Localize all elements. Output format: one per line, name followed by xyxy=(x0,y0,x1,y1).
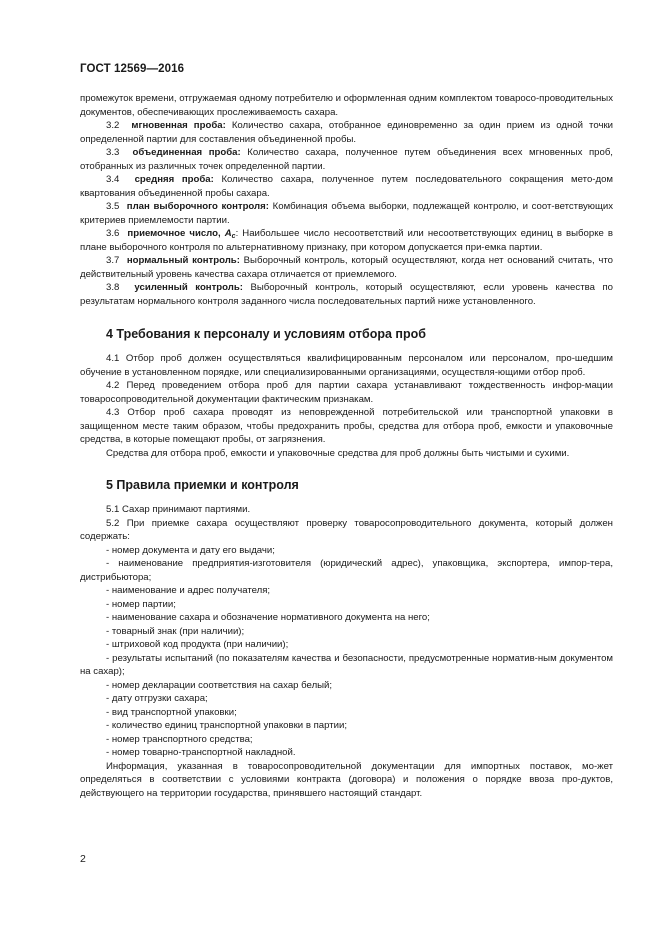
definition-3-3 xyxy=(80,146,613,173)
paragraph-4-2: 4.2 Перед проведением отбора проб для партии сахара устанавливают тождественность инфор-мации товаросопроводительной документации фактическим признакам. xyxy=(80,380,613,405)
paragraph-4-3: 4.3 Отбор проб сахара проводят из неповрежденной потребительской или транспортной упаковки в защищенном месте таким образом, чтобы предохранить пробы, средства для отбора проб, емкости и упаковочные средства, в которые помещают пробы, от загрязнения. xyxy=(80,407,613,445)
document-body xyxy=(80,92,613,800)
def-num: 3.2 xyxy=(106,120,120,131)
def-symbol-subscript: c xyxy=(231,233,236,240)
list-item: - номер транспортного средства; xyxy=(106,733,253,745)
definition-3-5 xyxy=(80,200,613,227)
def-num: 3.8 xyxy=(106,282,120,293)
list-item: - наименование предприятия-изготовителя (юридический адрес), упаковщика, экспортера, импор-тера, дистрибьютора; xyxy=(80,558,613,583)
closing-paragraph: Информация, указанная в товаросопроводительной документации для импортных поставок, мо-жет определяться в соответствии с условиями контракта (договора) и положения о порядке ввоза про-дуктов, действующего на территории государства, принявшего настоящий стандарт. xyxy=(80,760,613,799)
list-item: - товарный знак (при наличии); xyxy=(106,625,245,637)
def-num: 3.5 xyxy=(106,201,120,212)
def-term: объединенная проба: xyxy=(132,147,241,158)
list-item: - количество единиц транспортной упаковки в партии; xyxy=(106,720,348,731)
list-item: - номер декларации соответствия на сахар белый; xyxy=(106,679,333,691)
page-number: 2 xyxy=(80,853,86,865)
def-term: мгновенная проба: xyxy=(131,120,226,131)
paragraph-4-1: 4.1 Отбор проб должен осуществляться квалифицированным персоналом или персоналом, про-шедшим обучение в установленном порядке, или специализированными организациями, осуществля-ющими отбор проб. xyxy=(80,353,613,378)
definition-3-6 xyxy=(80,227,613,254)
paragraph-5-2: 5.2 При приемке сахара осуществляют проверку товаросопроводительного документа, который должен содержать: xyxy=(80,517,613,542)
def-text: Количество сахара, полученное путем объединения всех мгновенных проб, отобранных из различных точек определенной партии. xyxy=(80,147,613,172)
document-header: ГОСТ 12569—2016 xyxy=(80,63,185,75)
list-item: - дату отгрузки сахара; xyxy=(106,693,208,704)
definition-3-7 xyxy=(80,254,613,281)
def-text: : Наибольшее число несоответствий или несоответствующих единиц в выборке в плане выборочного контроля по альтернативному признаку, при котором допускается при-емка партии. xyxy=(80,228,613,253)
intro-paragraph: промежуток времени, отгружаемая одному потребителю и оформленная одним комплектом товаросо-проводительных документов, обеспечивающих прослеживаемость сахара. xyxy=(80,93,613,118)
def-term: приемочное число, xyxy=(127,228,221,239)
def-term: средняя проба: xyxy=(134,174,214,185)
def-term: нормальный контроль: xyxy=(126,255,240,266)
list-item: - штриховой код продукта (при наличии); xyxy=(106,639,289,650)
def-symbol xyxy=(225,228,236,239)
list-item: - номер партии; xyxy=(106,598,176,610)
section-5-title: 5 Правила приемки и контроля xyxy=(106,478,299,492)
list-item: - результаты испытаний (по показателям качества и безопасности, предусмотренные норматив-ным документом на сахар); xyxy=(80,652,613,677)
def-num: 3.3 xyxy=(106,147,120,158)
def-text: Выборочный контроль, который осуществляют, если уровень качества по результатам нормального контроля заданного числа последовательных партий ниже установленного. xyxy=(80,282,613,307)
def-num: 3.7 xyxy=(106,255,120,266)
def-num: 3.4 xyxy=(106,174,120,185)
list-item: - наименование сахара и обозначение нормативного документа на него; xyxy=(106,612,430,623)
def-term: план выборочного контроля: xyxy=(126,201,269,212)
list-item: - вид транспортной упаковки; xyxy=(106,706,237,718)
section-4-title: 4 Требования к персоналу и условиям отбора проб xyxy=(106,327,426,341)
paragraph-4-3-cont: Средства для отбора проб, емкости и упаковочные средства для проб должны быть чистыми и сухими. xyxy=(106,447,570,459)
def-text: Количество сахара, полученное путем последовательного сокращения мето-дом квартования объединенной пробы сахара. xyxy=(80,174,614,199)
def-num: 3.6 xyxy=(106,228,120,239)
def-text: Выборочный контроль, который осуществляют, когда нет оснований считать, что действительный уровень качества сахара отличается от приемлемого. xyxy=(80,255,614,280)
list-item: - наименование и адрес получателя; xyxy=(106,585,271,596)
definition-3-2 xyxy=(80,119,613,146)
def-symbol-letter: A xyxy=(224,228,232,239)
def-text: Количество сахара, отобранное единовременно за один прием из одной точки определенной партии для составления объединенной пробы. xyxy=(80,120,613,145)
def-term: усиленный контроль: xyxy=(134,282,243,293)
paragraph-5-1: 5.1 Сахар принимают партиями. xyxy=(106,504,251,515)
def-text: Комбинация объема выборки, подлежащей контролю, и соот-ветствующих критериев приемлемости партии. xyxy=(80,201,614,226)
definition-3-4 xyxy=(80,173,613,200)
list-item: - номер документа и дату его выдачи; xyxy=(106,544,275,556)
list-item: - номер товарно-транспортной накладной. xyxy=(106,747,296,758)
definition-3-8 xyxy=(80,281,613,308)
